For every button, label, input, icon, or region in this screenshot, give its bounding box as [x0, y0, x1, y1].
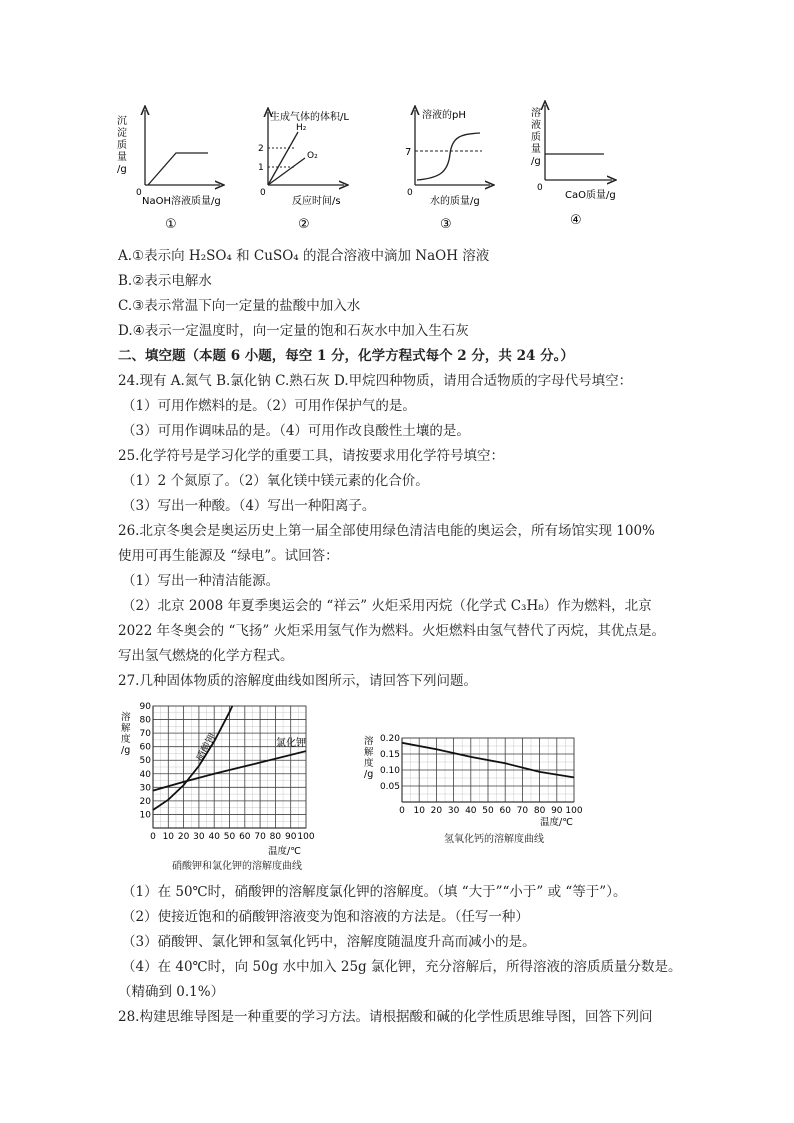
q27-stem: 27.几种固体物质的溶解度曲线如图所示，请回答下列问题。	[118, 673, 477, 689]
y-axis-label: 度	[364, 758, 374, 769]
y-tick-label: 60	[139, 742, 151, 753]
q23-option-b: B.②表示电解水	[118, 273, 212, 289]
q24-line-2: （3）可用作调味品的是。（4）可用作改良酸性土壤的是。	[122, 423, 470, 439]
y-tick-label: 70	[139, 729, 151, 740]
y-axis-label: /g	[121, 745, 131, 756]
q26-line-1: （1）写出一种清洁能源。	[122, 573, 280, 589]
q26-line-3: 2022 年冬奥会的 “飞扬” 火炬采用氢气作为燃料。火炬燃料由氢气替代了丙烷，其优点是。	[118, 623, 666, 639]
graph-4-ylabel-3: 量	[531, 144, 541, 155]
graph-2-ylabel: 生成气体的体积/L	[270, 112, 349, 123]
x-tick-label: 50	[482, 806, 494, 816]
x-tick-label: 10	[162, 832, 175, 842]
y-axis-label: 度	[121, 734, 131, 745]
y-axis-label: /g	[364, 769, 374, 780]
graph-3-curve	[417, 133, 480, 180]
x-axis-label: 温度/℃	[268, 846, 301, 857]
x-tick-label: 30	[193, 832, 205, 842]
graph-2-h2-label: H₂	[296, 123, 307, 133]
solubility-chart-kno3-kcl	[118, 698, 328, 870]
y-tick-label: 30	[139, 783, 151, 794]
x-tick-label: 0	[399, 806, 405, 816]
graph-2-number: ②	[298, 217, 310, 232]
y-axis-label: 溶	[364, 736, 374, 747]
x-tick-label: 60	[499, 806, 511, 816]
graph-1-ylabel-0: 沉	[117, 116, 127, 127]
x-axis-label: 温度/℃	[540, 817, 573, 828]
q25-line-1: （1）2 个氮原了。（2）氧化镁中镁元素的化合价。	[122, 473, 429, 489]
q26-line-2: （2）北京 2008 年夏季奥运会的 “祥云” 火炬采用丙烷（化学式 C₃H₈）作为燃料，北京	[122, 598, 652, 614]
x-tick-label: 40	[465, 806, 477, 816]
x-tick-label: 50	[223, 832, 236, 842]
q26-line-4: 写出氢气燃烧的化学方程式。	[118, 648, 294, 664]
x-tick-label: 80	[269, 832, 282, 842]
y-tick-label: 50	[139, 756, 151, 767]
q26-stem-1: 26.北京冬奥会是奥运历史上第一届全部使用绿色清洁电能的奥运会，所有场馆实现 100%	[118, 523, 655, 539]
y-tick-label: 80	[139, 715, 151, 726]
graph-1-ylabel-3: 量	[117, 152, 127, 163]
graph-3-tick-7: 7	[405, 147, 412, 158]
graph-2-origin: 0	[260, 188, 266, 198]
q27-line-4: （4）在 40℃时，向 50g 水中加入 25g 氯化钾，充分溶解后，所得溶液的溶质质量分数是。	[122, 959, 682, 975]
graph-2-tick-2: 2	[258, 144, 264, 154]
x-tick-label: 90	[551, 806, 563, 816]
q27-line-5: （精确到 0.1%）	[118, 984, 225, 1000]
q27-line-2: （2）使接近饱和的硝酸钾溶液变为饱和溶液的方法是。（任写一种）	[122, 909, 529, 925]
y-axis-label: 解	[121, 723, 131, 734]
y-tick-label: 0.10	[379, 766, 400, 776]
graph-2	[258, 110, 349, 232]
graph-3-number: ③	[440, 217, 452, 232]
graph-1-curve	[148, 153, 208, 185]
graph-2-tick-1: 1	[258, 163, 264, 173]
graph-3	[405, 108, 490, 232]
x-tick-label: 30	[447, 806, 460, 816]
x-tick-label: 90	[284, 832, 297, 842]
y-tick-label: 10	[139, 810, 151, 821]
x-tick-label: 0	[150, 832, 156, 842]
x-tick-label: 100	[297, 832, 315, 842]
q26-stem-2: 使用可再生能源及 “绿电”。试回答：	[118, 548, 339, 564]
graph-3-xlabel: 水的质量/g	[430, 196, 480, 207]
graph-4-number: ④	[570, 213, 582, 228]
x-tick-label: 80	[533, 806, 546, 816]
graph-3-origin: 0	[407, 188, 413, 198]
x-tick-label: 10	[413, 806, 425, 816]
q27-line-3: （3）硝酸钾、氯化钾和氢氧化钙中，溶解度随温度升高而减小的是。	[122, 934, 536, 950]
q23-option-d: D.④表示一定温度时，向一定量的饱和石灰水中加入生石灰	[118, 323, 469, 339]
q23-option-c: C.③表示常温下向一定量的盐酸中加入水	[118, 298, 361, 314]
y-tick-label: 20	[139, 796, 151, 807]
graph-2-h2-line	[268, 132, 298, 185]
chart-2-caption: 氢氧化钙的溶解度曲线	[444, 834, 544, 845]
y-axis-label: 溶	[121, 712, 131, 723]
graph-4-ylabel-2: 质	[531, 132, 541, 143]
graph-4-xlabel: CaO质量/g	[565, 190, 616, 201]
y-tick-label: 90	[139, 702, 151, 712]
y-tick-label: 0.05	[379, 782, 400, 792]
graph-1-ylabel-2: 质	[117, 140, 127, 151]
top-graphs	[110, 100, 630, 240]
graph-2-xlabel: 反应时间/s	[292, 196, 341, 207]
x-tick-label: 20	[177, 832, 190, 842]
graph-4	[531, 105, 616, 228]
series-label-0: 硝酸钾	[194, 731, 219, 764]
graph-2-o2-label: O₂	[307, 151, 318, 161]
graph-1-ylabel-4: /g	[117, 164, 127, 175]
x-tick-label: 100	[565, 806, 583, 816]
x-tick-label: 70	[254, 832, 266, 842]
graph-4-ylabel-0: 溶	[531, 108, 541, 119]
graph-1-number: ①	[165, 217, 177, 232]
graph-1-xlabel: NaOH溶液质量/g	[142, 196, 221, 207]
chart-1-caption: 硝酸钾和氯化钾的溶解度曲线	[172, 861, 302, 872]
graph-1-origin: 0	[136, 188, 142, 198]
q27-line-1: （1）在 50℃时，硝酸钾的溶解度氯化钾的溶解度。（填 “大于”“小于” 或 “等于”）。	[122, 884, 627, 900]
graph-2-o2-line	[268, 158, 305, 185]
graph-1-ylabel-1: 淀	[117, 128, 127, 139]
q25-stem: 25.化学符号是学习化学的重要工具，请按要求用化学符号填空：	[118, 448, 504, 464]
x-tick-label: 60	[239, 832, 251, 842]
q23-option-a: A.①表示向 H₂SO₄ 和 CuSO₄ 的混合溶液中滴加 NaOH 溶液	[118, 248, 490, 264]
series-label-1: 氯化钾	[276, 738, 306, 749]
q24-stem: 24.现有 A.氮气 B.氯化钠 C.熟石灰 D.甲烷四种物质，请用合适物质的字母代号填空：	[118, 373, 633, 389]
graph-4-origin: 0	[537, 183, 543, 193]
y-tick-label: 0.15	[379, 750, 400, 760]
x-tick-label: 70	[516, 806, 529, 816]
q28-stem: 28.构建思维导图是一种重要的学习方法。请根据酸和碱的化学性质思维导图，回答下列问	[118, 1009, 653, 1025]
x-tick-label: 20	[430, 806, 443, 816]
q25-line-2: （3）写出一种酸。（4）写出一种阳离子。	[122, 498, 376, 514]
y-axis-label: 解	[364, 747, 374, 758]
section-2-title: 二、填空题（本题 6 小题，每空 1 分，化学方程式每个 2 分，共 24 分。）	[118, 348, 574, 364]
y-tick-label: 0.20	[379, 734, 400, 744]
q24-line-1: （1）可用作燃料的是。（2）可用作保护气的是。	[122, 398, 416, 414]
graph-3-ylabel: 溶液的pH	[422, 110, 466, 121]
graph-4-ylabel-1: 液	[531, 120, 541, 131]
y-tick-label: 40	[139, 769, 151, 780]
graph-4-ylabel-4: /g	[531, 156, 541, 167]
graph-1	[117, 110, 221, 232]
x-tick-label: 40	[208, 832, 220, 842]
